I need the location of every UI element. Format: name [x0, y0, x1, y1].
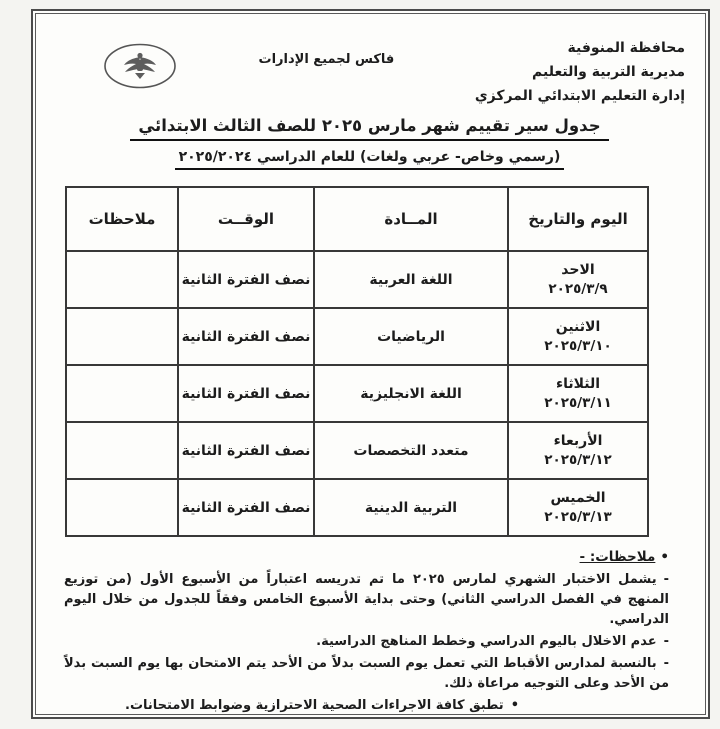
- table-row-thursday: [66, 479, 648, 536]
- page-subtitle: (رسمي وخاص- عربي ولغات) للعام الدراسي ٢٠٢٥/٢٠٢٤: [175, 149, 565, 170]
- title-row: [50, 116, 689, 141]
- page-border-inner: [35, 13, 706, 715]
- subject-cell: متعدد التخصصات: [314, 422, 508, 479]
- day-name: الأربعاء: [553, 433, 603, 449]
- dash-marker-icon: -: [663, 656, 669, 671]
- note-item: [64, 696, 519, 716]
- exam-date: ٢٠٢٥/٣/١٣: [544, 509, 612, 525]
- day-name: الاحد: [561, 262, 595, 278]
- bullet-marker-icon: •: [510, 698, 519, 713]
- notes-cell: [66, 251, 178, 308]
- letterhead: [475, 36, 689, 108]
- day-date-cell: [508, 479, 648, 536]
- dash-marker-icon: -: [663, 634, 669, 649]
- notes-section: [64, 547, 669, 716]
- document-header: [50, 36, 689, 108]
- org-line-administration: إدارة التعليم الابتدائي المركزي: [474, 88, 685, 104]
- notes-cell: [66, 422, 178, 479]
- notes-title-line: [64, 547, 669, 567]
- notes-cell: [66, 308, 178, 365]
- notes-title: ملاحظات: -: [579, 549, 656, 565]
- time-cell: نصف الفترة الثانية: [178, 251, 314, 308]
- subject-cell: الرياضيات: [314, 308, 508, 365]
- day-name: الثلاثاء: [555, 376, 601, 392]
- time-cell: نصف الفترة الثانية: [178, 308, 314, 365]
- col-header-day-date: اليوم والتاريخ: [508, 187, 648, 251]
- subject-cell: التربية الدينية: [314, 479, 508, 536]
- org-line-governorate: محافظة المنوفية: [567, 40, 685, 56]
- table-row-wednesday: [66, 422, 648, 479]
- page-title: جدول سير تقييم شهر مارس ٢٠٢٥ للصف الثالث الابتدائي: [130, 116, 608, 141]
- note-item: [64, 570, 669, 630]
- table-header-row: [66, 187, 648, 251]
- page-border: [31, 9, 710, 719]
- note-item: [64, 632, 669, 652]
- note-text: بالنسبة لمدارس الأقباط التي تعمل يوم السبت بدلاً من الأحد يتم الامتحان بها يوم السبت بدلاً من الأحد وعلى التوجيه مراعاة ذلك.: [64, 656, 669, 691]
- col-header-time: الوقــت: [178, 187, 314, 251]
- day-date-cell: [508, 422, 648, 479]
- notes-cell: [66, 479, 178, 536]
- note-text: تطبق كافة الاجراءات الصحية الاحترازية وضوابط الامتحانات.: [125, 698, 504, 713]
- subject-cell: اللغة الانجليزية: [314, 365, 508, 422]
- dash-marker-icon: -: [663, 572, 669, 587]
- exam-date: ٢٠٢٥/٣/١٠: [544, 338, 612, 354]
- note-item: [64, 654, 669, 694]
- time-cell: نصف الفترة الثانية: [178, 479, 314, 536]
- exam-date: ٢٠٢٥/٣/١٢: [544, 452, 612, 468]
- eagle-emblem-icon: [102, 42, 178, 90]
- table-row-tuesday: [66, 365, 648, 422]
- day-name: الخميس: [550, 490, 606, 506]
- bullet-icon: •: [660, 549, 669, 565]
- fax-note: فاكس لجميع الإدارات: [258, 52, 395, 67]
- exam-date: ٢٠٢٥/٣/٩: [548, 281, 608, 297]
- exam-schedule-table: [65, 186, 649, 537]
- subject-cell: اللغة العربية: [314, 251, 508, 308]
- table-row-monday: [66, 308, 648, 365]
- note-text: يشمل الاختبار الشهري لمارس ٢٠٢٥ ما تم تدريسه اعتباراً من الأسبوع الأول (من توزيع المنهج في الفصل الدراسي الثاني) وحتى بداية الأسبوع الخامس وفقاً للجدول من خلال اليوم الدراسي.: [64, 572, 669, 627]
- day-date-cell: [508, 308, 648, 365]
- org-line-directorate: مديرية التربية والتعليم: [532, 64, 685, 80]
- subtitle-row: [50, 149, 689, 170]
- col-header-subject: المــادة: [314, 187, 508, 251]
- day-date-cell: [508, 365, 648, 422]
- table-row-sunday: [66, 251, 648, 308]
- day-name: الاثنين: [555, 319, 601, 335]
- time-cell: نصف الفترة الثانية: [178, 365, 314, 422]
- notes-cell: [66, 365, 178, 422]
- time-cell: نصف الفترة الثانية: [178, 422, 314, 479]
- day-date-cell: [508, 251, 648, 308]
- note-text: عدم الاخلال باليوم الدراسي وخطط المناهج الدراسية.: [316, 634, 657, 649]
- col-header-notes: ملاحظات: [66, 187, 178, 251]
- exam-date: ٢٠٢٥/٣/١١: [544, 395, 612, 411]
- eagle-logo: [102, 42, 178, 94]
